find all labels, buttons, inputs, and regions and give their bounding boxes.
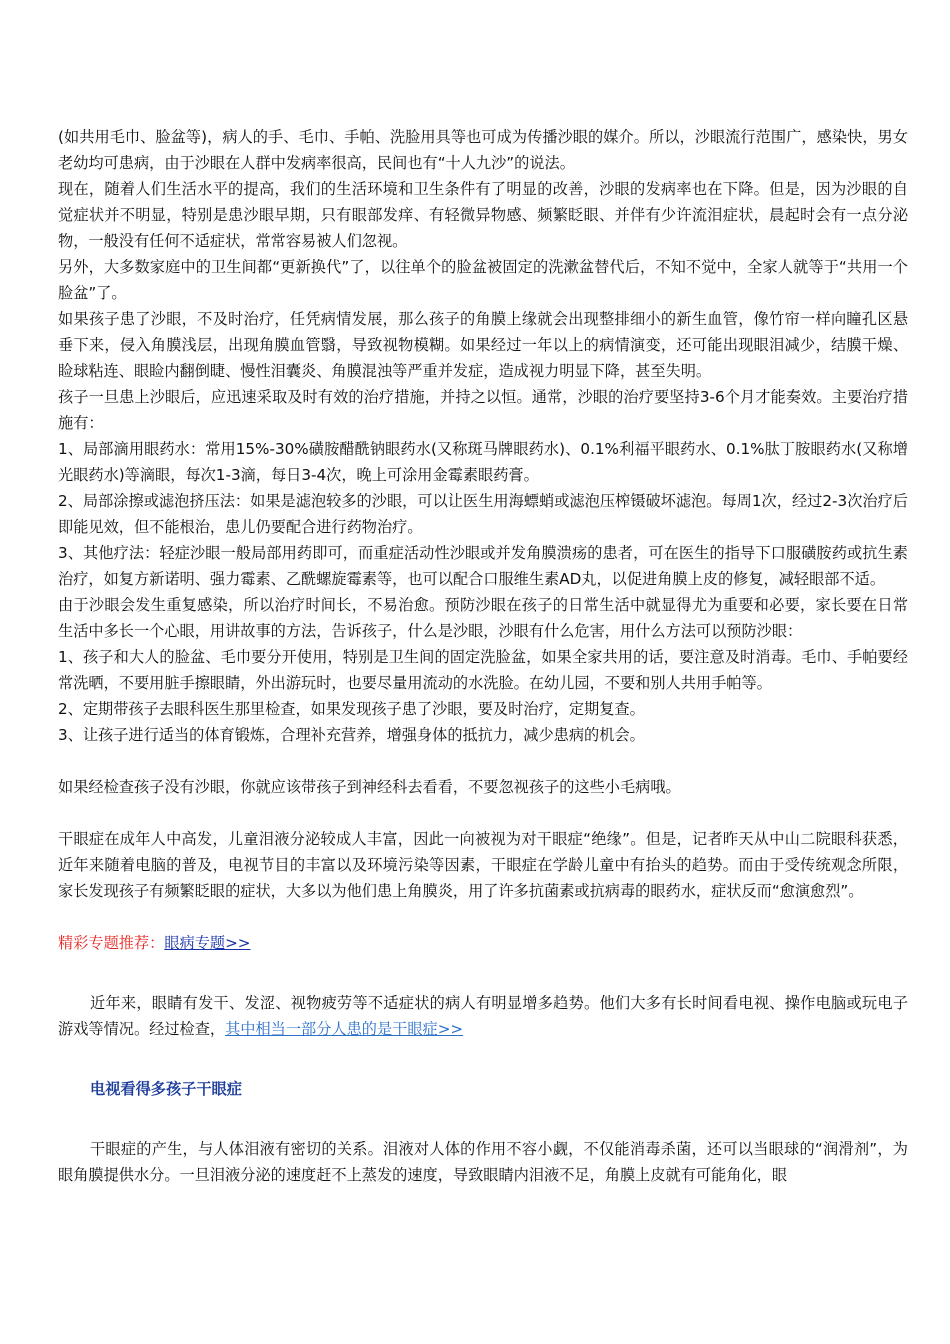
paragraph-neurology-note: 如果经检查孩子没有沙眼，你就应该带孩子到神经科去看看，不要忽视孩子的这些小毛病哦。 [58,778,681,796]
paragraph-recent-trend [58,990,908,1042]
spacer [58,956,908,990]
paragraph-tear-function: 干眼症的产生，与人体泪液有密切的关系。泪液对人体的作用不容小觑，不仅能消毒杀菌，还可以当眼球的“润滑剂”，为眼角膜提供水分。一旦泪液分泌的速度赶不上蒸发的速度，导致眼睛内泪液不足，角膜上皮就有可能角化，眼 [58,1140,908,1184]
spacer [58,1102,908,1136]
spacer [58,1042,908,1076]
paragraph-complications: 如果孩子患了沙眼，不及时治疗，任凭病情发展，那么孩子的角膜上缘就会出现整排细小的新生血管，像竹帘一样向瞳孔区悬垂下来，侵入角膜浅层，出现角膜血管翳，导致视物模糊。如果经过一年以上的病情演变，还可能出现眼泪减少，结膜干燥、睑球粘连、眼睑内翻倒睫、慢性泪囊炎、角膜混浊等严重并发症，造成视力明显下降，甚至失明。 [58,310,908,380]
paragraph-dry-eye-intro: 干眼症在成年人中高发，儿童泪液分泌较成人丰富，因此一向被视为对干眼症“绝缘”。但是，记者昨天从中山二院眼科获悉，近年来随着电脑的普及，电视节目的丰富以及环境污染等因素，干眼症在学龄儿童中有抬头的趋势。而由于受传统观念所限，家长发现孩子有频繁眨眼的症状，大多以为他们患上角膜炎，用了许多抗菌素或抗病毒的眼药水，症状反而“愈演愈烈”。 [58,830,908,900]
featured-topic-label: 精彩专题推荐： [58,934,165,952]
paragraph-treatment-intro: 孩子一旦患上沙眼后，应迅速采取及时有效的治疗措施，并持之以恒。通常，沙眼的治疗要坚持3-6个月才能奏效。主要治疗措施有： [58,388,908,432]
spacer [58,800,908,826]
paragraph-shared-basin: 另外，大多数家庭中的卫生间都“更新换代”了，以往单个的脸盆被固定的洗漱盆替代后，不知不觉中，全家人就等于“共用一个脸盆”了。 [58,258,908,302]
dry-eye-article-link[interactable]: 其中相当一部分人患的是干眼症>> [225,1020,464,1038]
paragraph-current-situation: 现在，随着人们生活水平的提高，我们的生活环境和卫生条件有了明显的改善，沙眼的发病率也在下降。但是，因为沙眼的自觉症状并不明显，特别是患沙眼早期，只有眼部发痒、有轻微异物感、频繁眨眼、并伴有少许流泪症状，晨起时会有一点分泌物，一般没有任何不适症状，常常容易被人们忽视。 [58,180,908,250]
spacer [58,748,908,774]
treatment-item-2: 2、局部涂擦或滤泡挤压法：如果是滤泡较多的沙眼，可以让医生用海螵蛸或滤泡压榨镊破坏滤泡。每周1次，经过2-3次治疗后即能见效，但不能根治，患儿仍要配合进行药物治疗。 [58,492,908,536]
article-body [58,124,908,1188]
spacer [58,904,908,930]
paragraph-spread: (如共用毛巾、脸盆等)，病人的手、毛巾、手帕、洗脸用具等也可成为传播沙眼的媒介。所以，沙眼流行范围广，感染快，男女老幼均可患病，由于沙眼在人群中发病率很高，民间也有“十人九沙”的说法。 [58,128,908,172]
prevention-item-1: 1、孩子和大人的脸盆、毛巾要分开使用，特别是卫生间的固定洗脸盆，如果全家共用的话，要注意及时消毒。毛巾、手帕要经常洗晒，不要用脏手擦眼睛，外出游玩时，也要尽量用流动的水洗脸。在幼儿园，不要和别人共用手帕等。 [58,648,908,692]
prevention-item-2: 2、定期带孩子去眼科医生那里检查，如果发现孩子患了沙眼，要及时治疗，定期复查。 [58,700,645,718]
featured-topic [58,930,908,956]
section-heading: 电视看得多孩子干眼症 [90,1080,242,1098]
treatment-item-1: 1、局部滴用眼药水：常用15%-30%磺胺醋酰钠眼药水(又称斑马牌眼药水)、0.1%利福平眼药水、0.1%肽丁胺眼药水(又称增光眼药水)等滴眼，每次1-3滴，每日3-4次，晚上可涂用金霉素眼药膏。 [58,440,908,484]
paragraph-recent-trend-text: 近年来，眼睛有发干、发涩、视物疲劳等不适症状的病人有明显增多趋势。他们大多有长时间看电视、操作电脑或玩电子游戏等情况。经过检查， [58,994,908,1038]
treatment-item-3: 3、其他疗法：轻症沙眼一般局部用药即可，而重症活动性沙眼或并发角膜溃疡的患者，可在医生的指导下口服磺胺药或抗生素治疗，如复方新诺明、强力霉素、乙酰螺旋霉素等，也可以配合口服维生素AD丸，以促进角膜上皮的修复，减轻眼部不适。 [58,544,908,588]
paragraph-prevention-intro: 由于沙眼会发生重复感染，所以治疗时间长，不易治愈。预防沙眼在孩子的日常生活中就显得尤为重要和必要，家长要在日常生活中多长一个心眼，用讲故事的方法，告诉孩子，什么是沙眼，沙眼有什么危害，用什么方法可以预防沙眼： [58,596,908,640]
eye-disease-topic-link[interactable]: 眼病专题>> [164,934,251,952]
prevention-item-3: 3、让孩子进行适当的体育锻炼，合理补充营养，增强身体的抵抗力，减少患病的机会。 [58,726,645,744]
